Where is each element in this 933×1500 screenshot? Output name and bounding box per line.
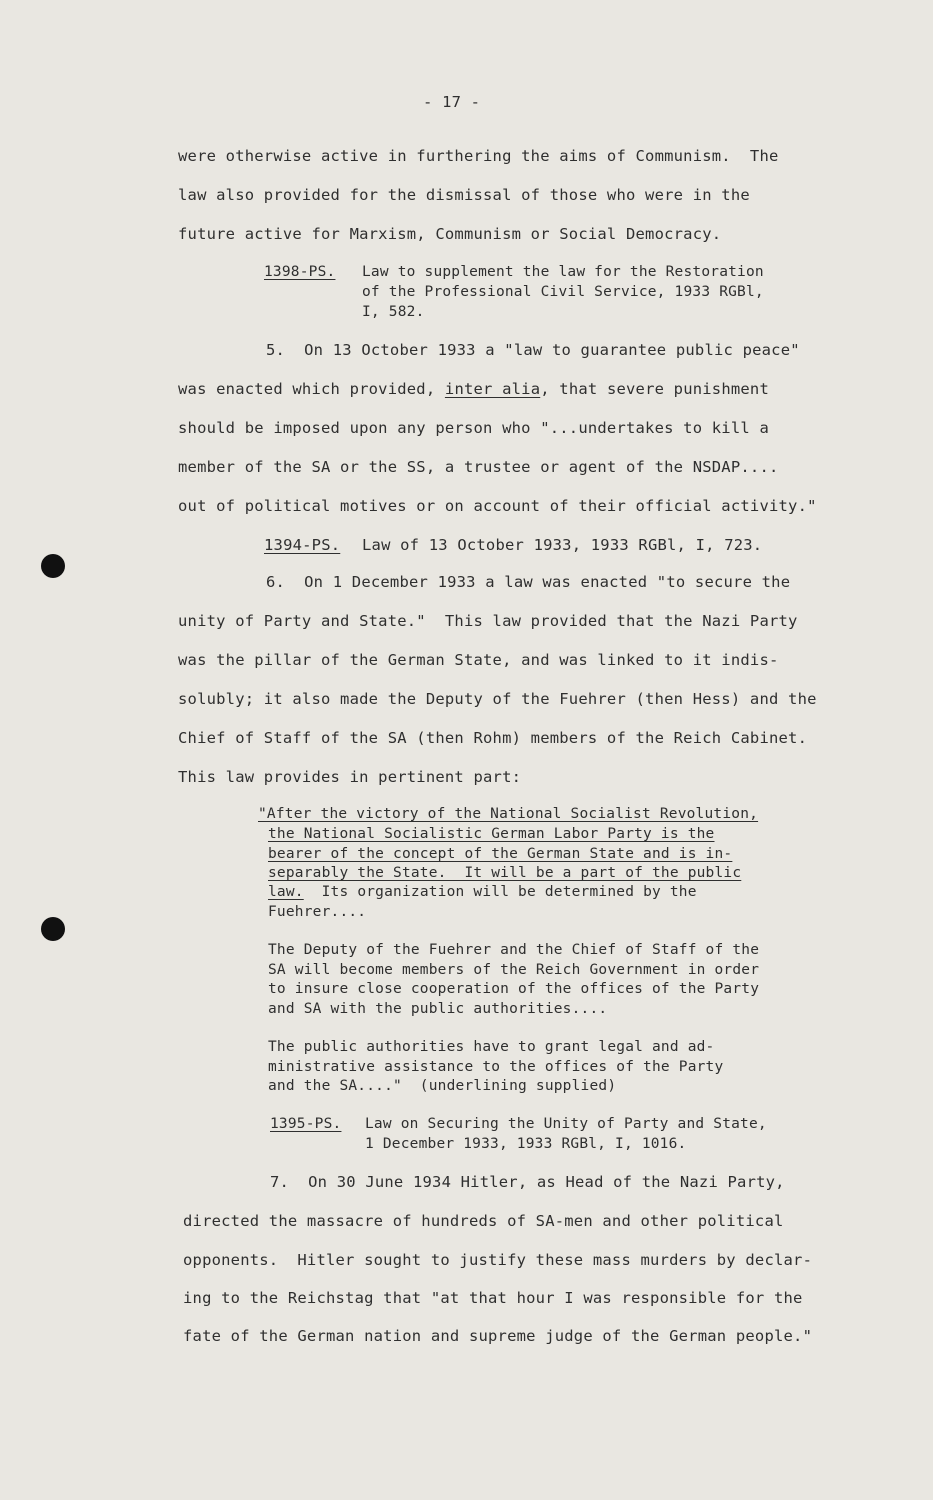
text-line: law also provided for the dismissal of those who were in the xyxy=(178,186,750,204)
text-line: future active for Marxism, Communism or Social Democracy. xyxy=(178,225,722,243)
text-line: were otherwise active in furthering the aims of Communism. The xyxy=(178,147,779,165)
citation-line: Law of 13 October 1933, 1933 RGBl, I, 723. xyxy=(362,536,763,554)
text-line: solubly; it also made the Deputy of the Fuehrer (then Hess) and the xyxy=(178,690,817,708)
citation-line: of the Professional Civil Service, 1933 RGBl, xyxy=(362,284,764,300)
document-reference: 1398-PS. xyxy=(264,264,336,280)
latin-phrase: inter alia xyxy=(444,380,541,398)
quote-line: bearer of the concept of the German State and is in- xyxy=(268,846,733,862)
quote-line: to insure close cooperation of the offices of the Party xyxy=(268,981,760,997)
text-span: was enacted which provided, xyxy=(178,380,436,398)
text-line: Chief of Staff of the SA (then Rohm) members of the Reich Cabinet. xyxy=(178,729,808,747)
quote-line: Fuehrer.... xyxy=(268,904,367,920)
quote-line: ministrative assistance to the offices of the Party xyxy=(268,1059,724,1075)
quote-line: "After the victory of the National Socialist Revolution, xyxy=(258,806,759,822)
text-line: opponents. Hitler sought to justify these mass murders by declar- xyxy=(183,1251,813,1269)
text-line: directed the massacre of hundreds of SA-men and other political xyxy=(183,1212,784,1230)
document-reference: 1395-PS. xyxy=(270,1116,342,1132)
quote-line: The Deputy of the Fuehrer and the Chief of Staff of the xyxy=(268,942,760,958)
text-line: 5. On 13 October 1933 a "law to guarantee public peace" xyxy=(266,341,800,359)
text-line: was the pillar of the German State, and was linked to it indis- xyxy=(178,651,779,669)
text-span: , that severe punishment xyxy=(540,380,769,398)
text-line: unity of Party and State." This law provided that the Nazi Party xyxy=(178,612,798,630)
document-reference: 1394-PS. xyxy=(264,536,341,554)
quote-line: SA will become members of the Reich Government in order xyxy=(268,962,760,978)
page-number: - 17 - xyxy=(423,93,481,111)
quote-line: and the SA...." (underlining supplied) xyxy=(268,1078,617,1094)
text-line: out of political motives or on account of their official activity." xyxy=(178,497,817,515)
citation-line: Law to supplement the law for the Restoration xyxy=(362,264,764,280)
text-line: member of the SA or the SS, a trustee or agent of the NSDAP.... xyxy=(178,458,779,476)
quote-line: The public authorities have to grant legal and ad- xyxy=(268,1039,715,1055)
quote-text: Its organization will be determined by the xyxy=(303,884,697,900)
punch-hole xyxy=(41,554,65,578)
quote-line xyxy=(268,883,697,902)
text-line: should be imposed upon any person who "...undertakes to kill a xyxy=(178,419,769,437)
text-line: fate of the German nation and supreme judge of the German people." xyxy=(183,1327,813,1345)
text-line: 6. On 1 December 1933 a law was enacted "to secure the xyxy=(266,573,791,591)
text-line: 7. On 30 June 1934 Hitler, as Head of the Nazi Party, xyxy=(270,1173,785,1191)
punch-hole xyxy=(41,917,65,941)
quote-line: separably the State. It will be a part of the public xyxy=(268,865,742,881)
citation-line: I, 582. xyxy=(362,304,425,320)
citation-line: Law on Securing the Unity of Party and State, xyxy=(365,1116,767,1132)
citation-line: 1 December 1933, 1933 RGBl, I, 1016. xyxy=(365,1136,687,1152)
text-line: This law provides in pertinent part: xyxy=(178,768,522,786)
quote-underlined: law. xyxy=(268,884,304,900)
quote-line: the National Socialistic German Labor Party is the xyxy=(268,826,715,842)
text-line xyxy=(178,379,769,399)
quote-line: and SA with the public authorities.... xyxy=(268,1001,608,1017)
text-line: ing to the Reichstag that "at that hour I was responsible for the xyxy=(183,1289,803,1307)
